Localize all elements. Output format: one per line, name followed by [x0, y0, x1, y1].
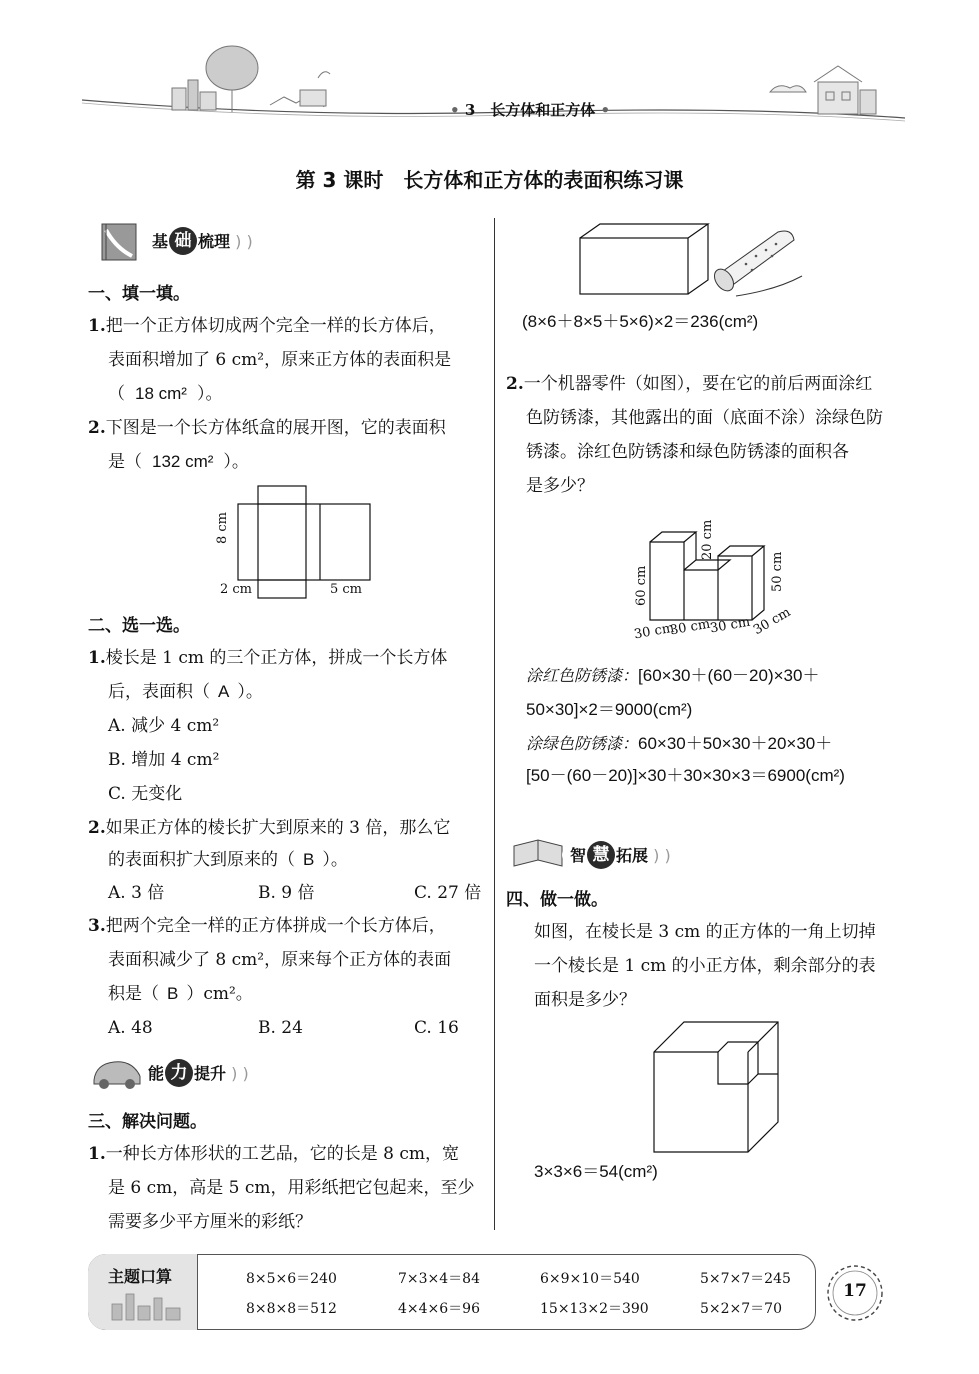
lesson-title: 第 3 课时 长方体和正方体的表面积练习课 — [295, 168, 684, 192]
part1-q2: 2.下图是一个长方体纸盒的展开图，它的表面积 — [88, 418, 446, 438]
city-illustration-left — [172, 46, 330, 112]
part2-q1: 1.棱长是 1 cm 的三个正方体，拼成一个长方体 — [88, 648, 448, 668]
part4-answer: 3×3×6＝54(cm²) — [534, 1162, 658, 1181]
part2-q3-line2: 表面积减少了 8 cm²，原来每个正方体的表面 — [108, 950, 452, 970]
part1-q1-line2: 表面积增加了 6 cm²，原来正方体的表面积是 — [108, 350, 452, 370]
mental-math-item: 4×4×6＝96 — [398, 1301, 480, 1317]
section-badge-wisdom: 智 慧 拓展 ) ) — [510, 832, 740, 872]
part4-line1: 如图，在棱长是 3 cm 的正方体的一角上切掉 — [534, 922, 876, 942]
part-label-w1: 30 cm — [633, 620, 676, 643]
green-paint-answer-line2: [50－(60－20)]×30＋30×30×3＝6900(cm²) — [526, 766, 845, 785]
mental-math-item: 7×3×4＝84 — [398, 1271, 480, 1287]
mental-math-item: 15×13×2＝390 — [540, 1301, 649, 1317]
house-illustration-right — [770, 66, 876, 114]
part1-heading: 一、填一填。 — [88, 284, 190, 304]
mental-math-item: 6×9×10＝540 — [540, 1271, 640, 1287]
part3-q1: 1.一种长方体形状的工艺品，它的长是 8 cm，宽 — [88, 1144, 460, 1164]
bullet-icon: • — [595, 101, 611, 119]
part-label-d: 30 cm — [750, 604, 794, 639]
part2-heading: 二、选一选。 — [88, 616, 190, 636]
city-skyline-icon — [108, 1286, 188, 1322]
part3-q2: 2.一个机器零件（如图），要在它的前后两面涂红 — [506, 374, 873, 394]
notched-cube-diagram — [650, 1018, 786, 1156]
answer-text: A — [218, 682, 230, 701]
part4-line3: 面积是多少？ — [534, 990, 636, 1010]
part2-q1-line2: 后，表面积（ A ）。 — [108, 682, 263, 702]
answer-text: 132 cm² — [152, 452, 214, 471]
part3-q2-line4: 是多少？ — [526, 476, 594, 496]
answer-text: 18 cm² — [135, 384, 187, 403]
part2-q3-line3: 积是（ B ）cm²。 — [108, 984, 253, 1004]
net-label-height: 8 cm — [215, 511, 230, 544]
part3-q1-line2: 是 6 cm，高是 5 cm，用彩纸把它包起来，至少 — [108, 1178, 475, 1198]
option-b: B. 9 倍 — [258, 883, 315, 903]
part4-heading: 四、做一做。 — [506, 890, 608, 910]
red-paint-answer-line2: 50×30]×2＝9000(cm²) — [526, 700, 693, 719]
part1-q1: 1.把一个正方体切成两个完全一样的长方体后， — [88, 316, 446, 336]
part2-q2: 2.如果正方体的棱长扩大到原来的 3 倍，那么它 — [88, 818, 451, 838]
part3-heading: 三、解决问题。 — [88, 1112, 207, 1132]
book-icon — [510, 836, 570, 874]
section-badge-basics: 基 础 梳理 ) ) — [92, 218, 322, 258]
part-label-50: 50 cm — [770, 551, 785, 592]
red-paint-answer: 涂红色防锈漆：[60×30＋(60－20)×30＋ — [526, 666, 820, 685]
mental-math-item: 5×7×7＝245 — [700, 1271, 791, 1287]
option-a: A. 减少 4 cm² — [108, 716, 220, 736]
mental-math-label: 主题口算 — [108, 1267, 173, 1286]
part3-q2-line2: 色防锈漆，其他露出的面（底面不涂）涂绿色防 — [526, 408, 883, 428]
net-label-length: 5 cm — [330, 582, 363, 597]
part3-q1-answer: (8×6＋8×5＋5×6)×2＝236(cm²) — [522, 312, 759, 331]
mental-math-item: 5×2×7＝70 — [700, 1301, 782, 1317]
box-and-paper-illustration — [576, 216, 806, 306]
option-c: C. 16 — [414, 1018, 459, 1038]
green-paint-answer: 涂绿色防锈漆：60×30＋50×30＋20×30＋ — [526, 734, 833, 753]
part-label-w3: 30 cm — [709, 614, 752, 637]
part1-q2-line2: 是（ 132 cm² ）。 — [108, 452, 249, 472]
mental-math-item: 8×8×8＝512 — [246, 1301, 337, 1317]
part-label-20: 20 cm — [700, 519, 715, 560]
paper-roll-icon — [711, 231, 802, 296]
part-label-w2: 30 cm — [669, 616, 712, 639]
option-c: C. 27 倍 — [414, 883, 482, 903]
part-label-60: 60 cm — [634, 565, 649, 606]
answer-text: B — [167, 984, 179, 1003]
section-badge-ability: 能 力 提升 ) ) — [88, 1050, 318, 1090]
part3-q1-line3: 需要多少平方厘米的彩纸？ — [108, 1212, 312, 1232]
page-number: 17 — [843, 1281, 867, 1301]
part2-q3: 3.把两个完全一样的正方体拼成一个长方体后， — [88, 916, 446, 936]
part4-line2: 一个棱长是 1 cm 的小正方体，剩余部分的表 — [534, 956, 876, 976]
part2-q2-line2: 的表面积扩大到原来的（ B ）。 — [108, 850, 348, 870]
part1-q1-line3: （ 18 cm² ）。 — [108, 384, 223, 404]
column-divider — [494, 218, 495, 1230]
option-a: A. 3 倍 — [108, 883, 165, 903]
answer-text: B — [303, 850, 315, 869]
net-label-width: 2 cm — [220, 582, 253, 597]
header-decoration — [0, 0, 979, 150]
option-b: B. 增加 4 cm² — [108, 750, 220, 770]
option-c: C. 无变化 — [108, 784, 183, 804]
bullet-icon: • — [450, 101, 465, 119]
slide-icon — [92, 218, 152, 264]
mental-math-item: 8×5×6＝240 — [246, 1271, 337, 1287]
part3-q2-line3: 锈漆。涂红色防锈漆和绿色防锈漆的面积各 — [526, 442, 849, 462]
chapter-title: 3 长方体和正方体 — [464, 101, 596, 119]
chapter-header — [450, 99, 610, 120]
car-icon — [88, 1052, 148, 1092]
option-b: B. 24 — [258, 1018, 303, 1038]
option-a: A. 48 — [108, 1018, 153, 1038]
